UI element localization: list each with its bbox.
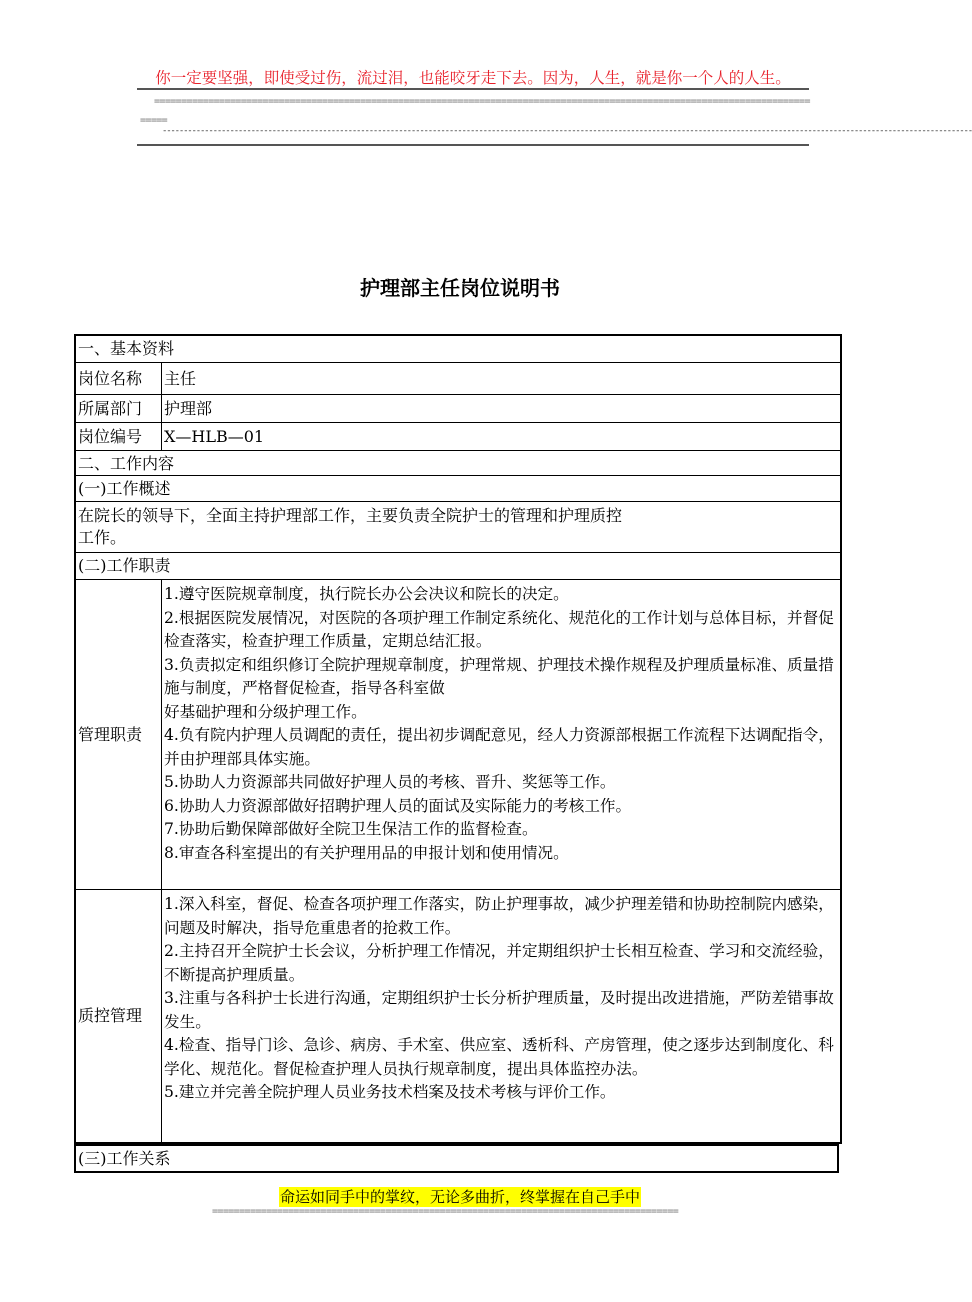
duty-item: 5.建立并完善全院护理人员业务技术档案及技术考核与评价工作。 xyxy=(164,1083,616,1101)
header-divider-top xyxy=(137,88,809,90)
duty-item: 8.审查各科室提出的有关护理用品的申报计划和使用情况。 xyxy=(164,843,569,862)
duty-item: 2.主持召开全院护士长会议，分析护理工作情况，并定期组织护士长相互检查、学习和交流经验，不断提高护理质量。 xyxy=(164,942,834,984)
quality-label: 质控管理 xyxy=(76,890,162,1142)
duty-item: 1.遵守医院规章制度，执行院长办公会决议和院长的决定。 xyxy=(164,585,569,603)
quality-duties xyxy=(162,890,840,1142)
overview-line: 工作。 xyxy=(78,528,127,547)
duty-item: 4.负有院内护理人员调配的责任，提出初步调配意见，经人力资源部根据工作流程下达调配指令，并由护理部具体实施。 xyxy=(164,726,834,768)
header-dash-line: ------------------------------------------------------------------------------------------------------------------------------------------------------------------------------------------------ xyxy=(162,126,972,136)
footer-equals-line: ====================================================================================== xyxy=(212,1206,679,1217)
duty-item: 4.检查、指导门诊、急诊、病房、手术室、供应室、透析科、产房管理，使之逐步达到制度化、科学化、规范化。督促检查护理人员执行规章制度，提出具体监控办法。 xyxy=(164,1036,834,1078)
section-work-content: 二、工作内容 xyxy=(78,454,175,473)
duty-item: 7.协助后勤保障部做好全院卫生保洁工作的监督检查。 xyxy=(164,820,538,838)
overview-line: 在院长的领导下，全面主持护理部工作，主要负责全院护士的管理和护理质控 xyxy=(78,506,623,525)
footer-motto-wrap xyxy=(0,1186,920,1207)
subsection-duties: (二)工作职责 xyxy=(78,556,171,575)
management-duties xyxy=(162,580,840,889)
page-title: 护理部主任岗位说明书 xyxy=(360,276,560,300)
header-equals-line: ============================================================================================================================== xyxy=(140,96,810,126)
subsection-overview: (一)工作概述 xyxy=(78,479,171,498)
field-value-position: 主任 xyxy=(164,369,197,388)
duty-item: 3.注重与各科护士长进行沟通，定期组织护士长分析护理质量，及时提出改进措施，严防差错事故发生。 xyxy=(164,989,834,1031)
field-label: 所属部门 xyxy=(76,395,162,422)
duty-item: 1.深入科室，督促、检查各项护理工作落实，防止护理事故，减少护理差错和协助控制院内感染，问题及时解决，指导危重患者的抢救工作。 xyxy=(164,895,834,937)
subsection-relations: (三)工作关系 xyxy=(74,1144,839,1173)
job-description-table xyxy=(74,334,842,1144)
header-divider-bottom xyxy=(137,144,809,146)
management-label: 管理职责 xyxy=(76,580,162,889)
section-basic-info: 一、基本资料 xyxy=(78,339,175,358)
field-value-code: X—HLB—01 xyxy=(164,427,265,446)
field-label: 岗位编号 xyxy=(76,423,162,450)
overview-text xyxy=(76,502,840,552)
duty-item: 5.协助人力资源部共同做好护理人员的考核、晋升、奖惩等工作。 xyxy=(164,773,616,791)
duty-item: 6.协助人力资源部做好招聘护理人员的面试及实际能力的考核工作。 xyxy=(164,796,632,815)
duty-item: 好基础护理和分级护理工作。 xyxy=(164,702,367,721)
duty-item: 3.负责拟定和组织修订全院护理规章制度，护理常规、护理技术操作规程及护理质量标准、质量措施与制度，严格督促检查，指导各科室做 xyxy=(164,655,834,697)
duty-item: 2.根据医院发展情况，对医院的各项护理工作制定系统化、规范化的工作计划与总体目标，并督促检查落实，检查护理工作质量，定期总结汇报。 xyxy=(164,608,834,650)
field-label: 岗位名称 xyxy=(76,363,162,394)
footer-motto: 命运如同手中的掌纹，无论多曲折，终掌握在自己手中 xyxy=(279,1188,640,1206)
header-motto: 你一定要坚强，即使受过伤，流过泪，也能咬牙走下去。因为，人生，就是你一个人的人生。 xyxy=(155,69,791,87)
field-value-department: 护理部 xyxy=(164,399,213,418)
